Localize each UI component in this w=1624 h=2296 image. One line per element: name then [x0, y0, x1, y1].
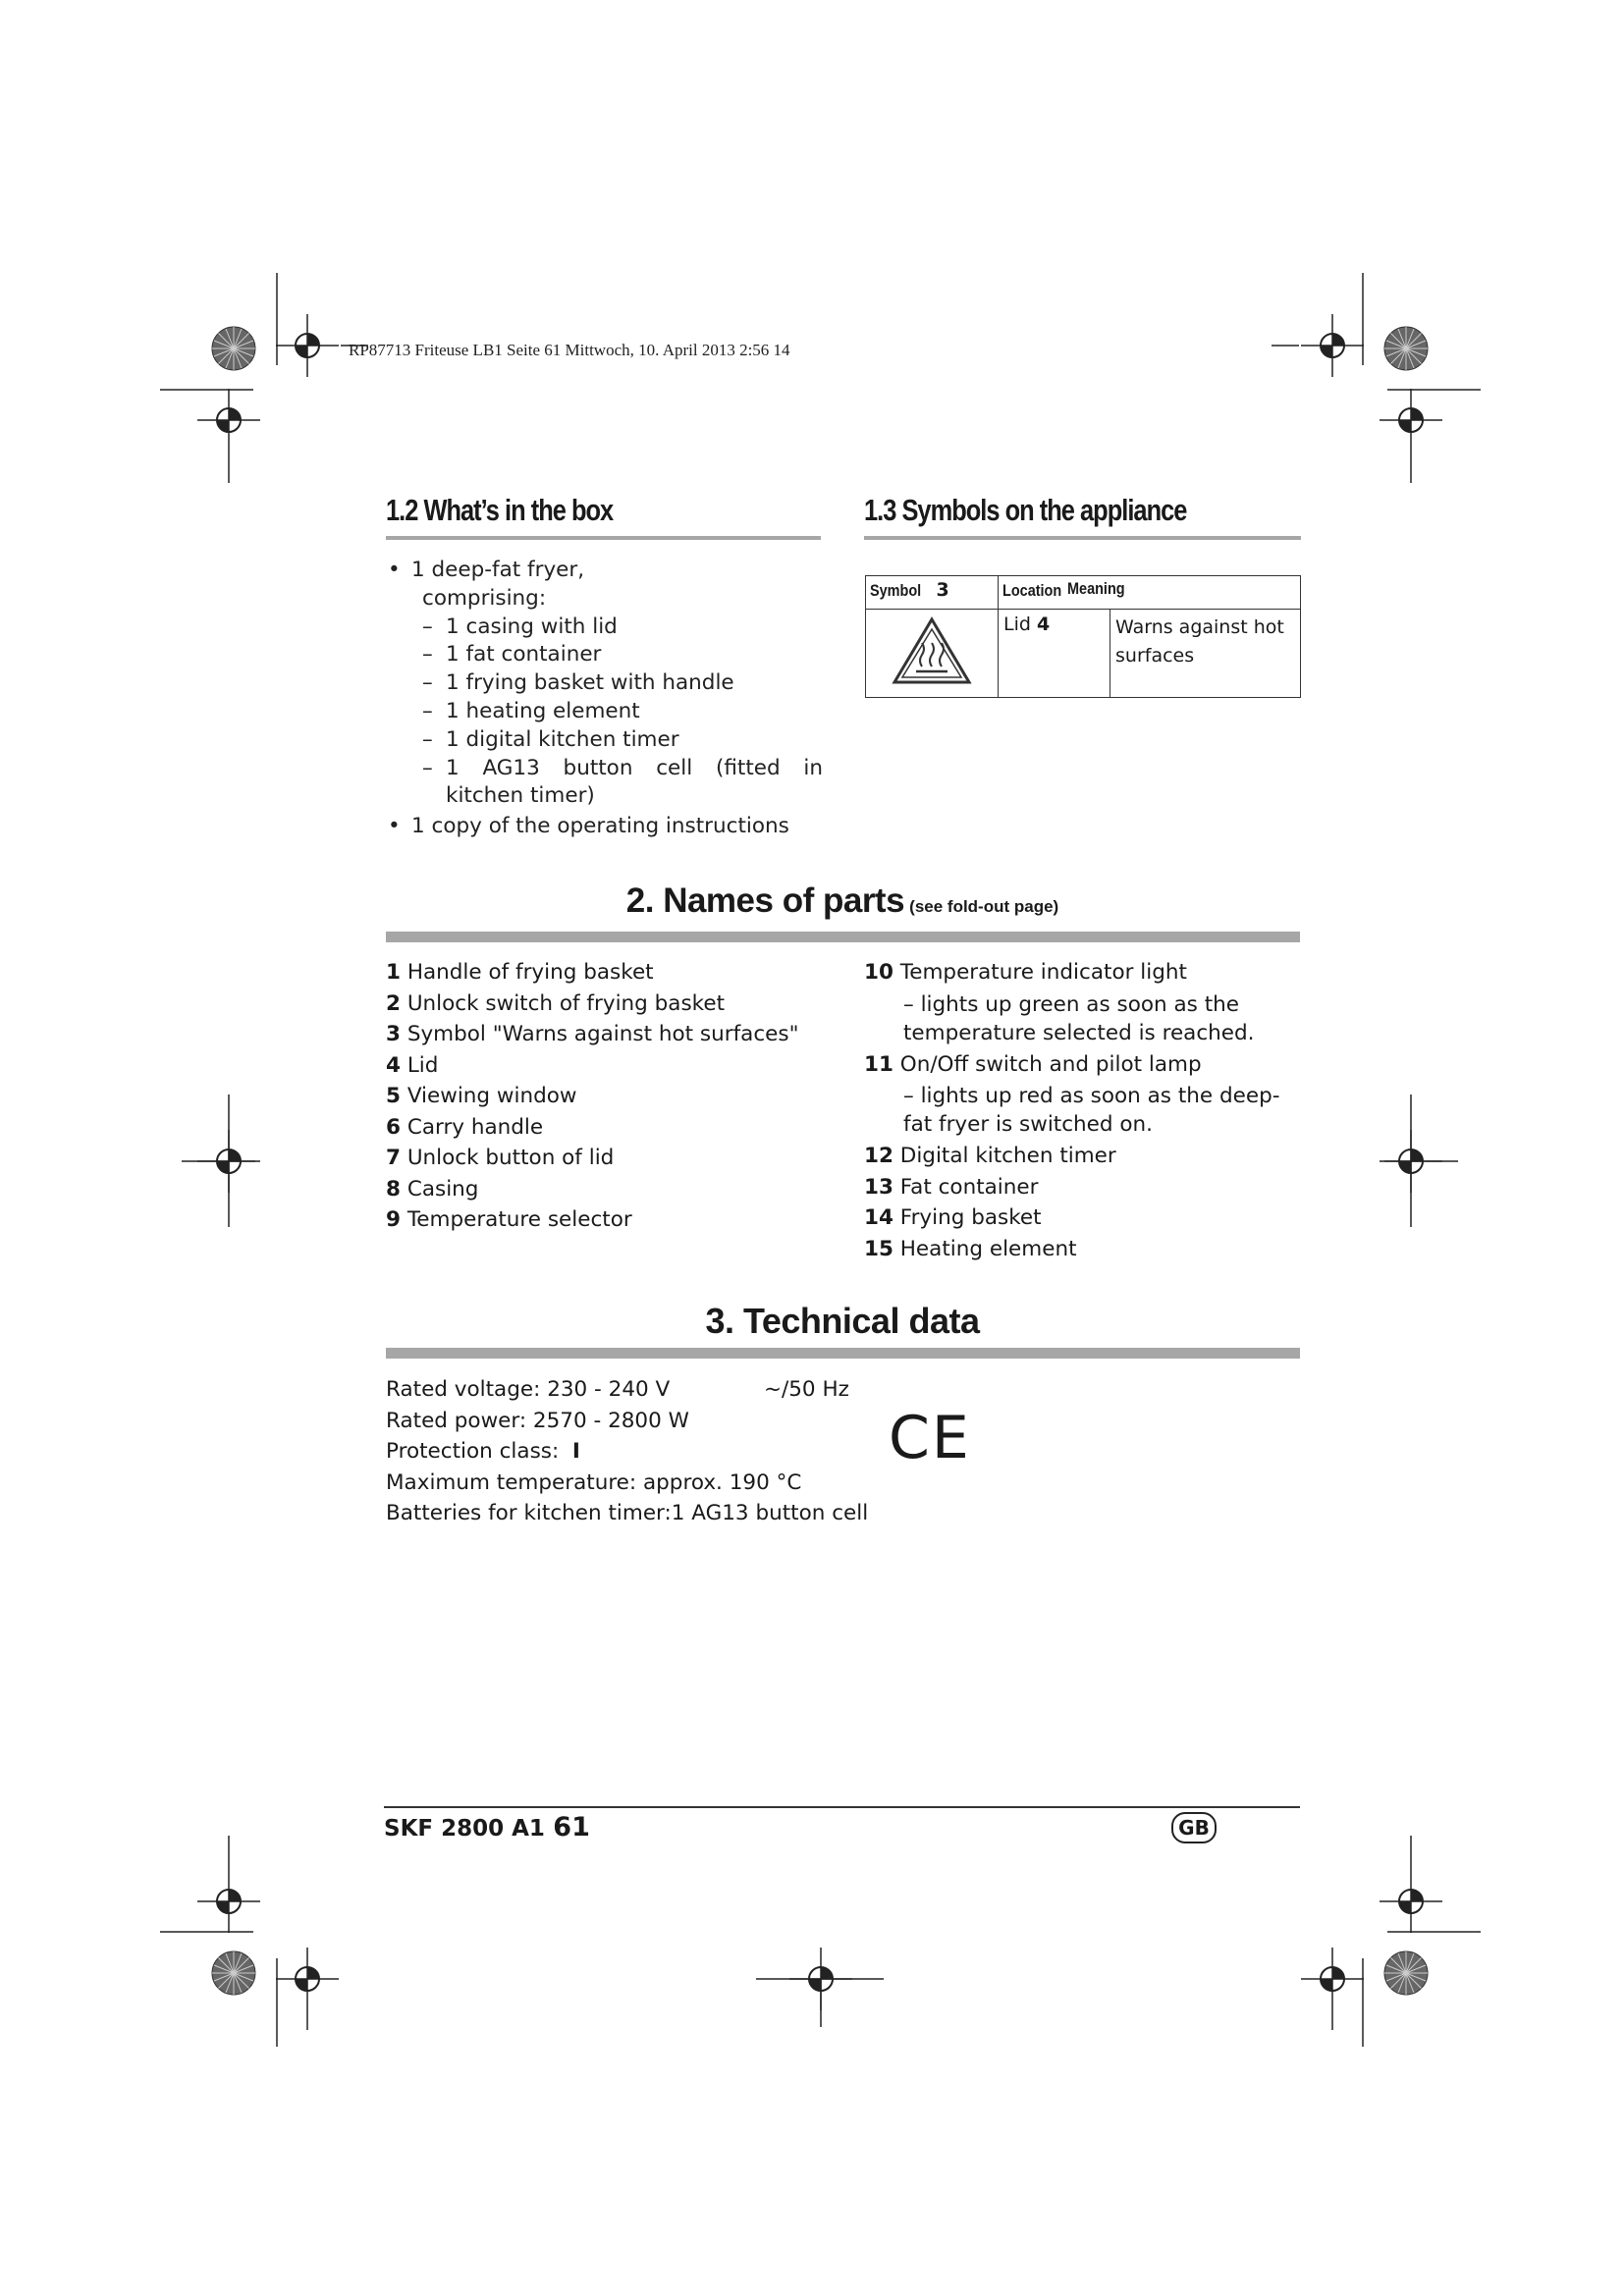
hot-surface-warning-icon: [891, 615, 973, 686]
rated-power: Rated power: 2570 - 2800 W: [386, 1408, 689, 1433]
frequency: ~/50 Hz: [764, 1377, 849, 1402]
parts-section-title: 2. Names of parts: [625, 881, 905, 920]
parts-section-note: (see fold-out page): [909, 897, 1059, 916]
list-item: 9 Temperature selector: [386, 1207, 632, 1232]
tech-section-header: [386, 1301, 1299, 1342]
list-item: 14 Frying basket: [864, 1205, 1042, 1230]
protection-class: Protection class: I: [386, 1439, 580, 1464]
box-contents-list: [386, 557, 823, 841]
list-item: – 1 casing with lid: [422, 614, 618, 639]
parts-list-right: [864, 957, 1306, 1264]
symbols-section-title: 1.3 Symbols on the appliance: [864, 493, 1187, 527]
tech-section-rule: [386, 1348, 1300, 1359]
max-temperature: Maximum temperature: approx. 190 °C: [386, 1469, 802, 1495]
box-item-instructions: 1 copy of the operating instructions: [411, 814, 789, 839]
list-item: 13 Fat container: [864, 1174, 1039, 1200]
symbols-table: [865, 575, 1301, 698]
tech-section-title: 3. Technical data: [705, 1301, 980, 1341]
col-header-location: Location: [1002, 581, 1062, 600]
box-item-fryer: 1 deep-fat fryer,: [411, 558, 585, 582]
footer-rule: [384, 1806, 1300, 1808]
footer-model: SKF 2800 A1 61: [384, 1812, 590, 1842]
list-item: 15 Heating element: [864, 1236, 1077, 1261]
list-item: [386, 813, 823, 841]
bullet: •: [388, 558, 401, 582]
list-item: 11 On/Off switch and pilot lamp: [864, 1051, 1202, 1077]
list-item: 5 Viewing window: [386, 1084, 577, 1108]
location-ref: 4: [1036, 614, 1051, 635]
symbols-section-rule: [864, 536, 1301, 540]
list-item: 12 Digital kitchen timer: [864, 1144, 1116, 1168]
list-item: – 1 heating element: [422, 698, 640, 723]
bullet: •: [388, 814, 401, 839]
list-item: – 1 frying basket with handle: [422, 670, 734, 696]
col-header-meaning: Meaning: [1067, 579, 1125, 598]
parts-section-rule: [386, 932, 1300, 942]
country-badge: GB: [1171, 1812, 1217, 1843]
list-item: – 1 AG13 button cell (fitted in kitchen timer): [422, 755, 823, 809]
list-item: 1 Handle of frying basket: [386, 960, 654, 985]
list-item: [386, 557, 823, 585]
list-item: 7 Unlock button of lid: [386, 1146, 615, 1170]
list-item: 3 Symbol "Warns against hot surfaces": [386, 1022, 799, 1046]
box-section-rule: [386, 536, 821, 540]
location-cell: Lid 4: [999, 610, 1110, 698]
ce-mark-icon: CE: [889, 1404, 971, 1472]
list-item-note: – lights up green as soon as the temperature selected is reached.: [903, 991, 1255, 1045]
batteries: Batteries for kitchen timer:1 AG13 button cell: [386, 1501, 869, 1525]
box-section-title: 1.2 What’s in the box: [386, 493, 614, 527]
col-header-location-meaning: [999, 576, 1301, 610]
list-item: 2 Unlock switch of frying basket: [386, 990, 726, 1016]
box-item-fryer-sub: comprising:: [422, 585, 547, 611]
symbol-cell: [866, 610, 999, 698]
print-slug: RP87713 Friteuse LB1 Seite 61 Mittwoch, 10. April 2013 2:56 14: [349, 341, 790, 359]
rated-voltage: Rated voltage: 230 - 240 V: [386, 1377, 671, 1402]
component-list: [386, 614, 823, 812]
parts-section-header: [386, 881, 1299, 921]
list-item: 8 Casing: [386, 1176, 479, 1201]
symbol-ref: 3: [936, 579, 949, 601]
list-item: – 1 fat container: [422, 642, 602, 667]
list-item: 10 Temperature indicator light: [864, 960, 1187, 985]
parts-list-left: [386, 957, 818, 1236]
page-number: 61: [553, 1812, 590, 1842]
list-item: – 1 digital kitchen timer: [422, 726, 679, 752]
meaning-cell: Warns against hot surfaces: [1110, 610, 1301, 698]
list-item: 4 Lid: [386, 1052, 439, 1078]
list-item-note: – lights up red as soon as the deep-fat fryer is switched on.: [903, 1084, 1280, 1137]
col-header-symbol: Symbol 3: [866, 576, 999, 610]
list-item: 6 Carry handle: [386, 1114, 544, 1140]
